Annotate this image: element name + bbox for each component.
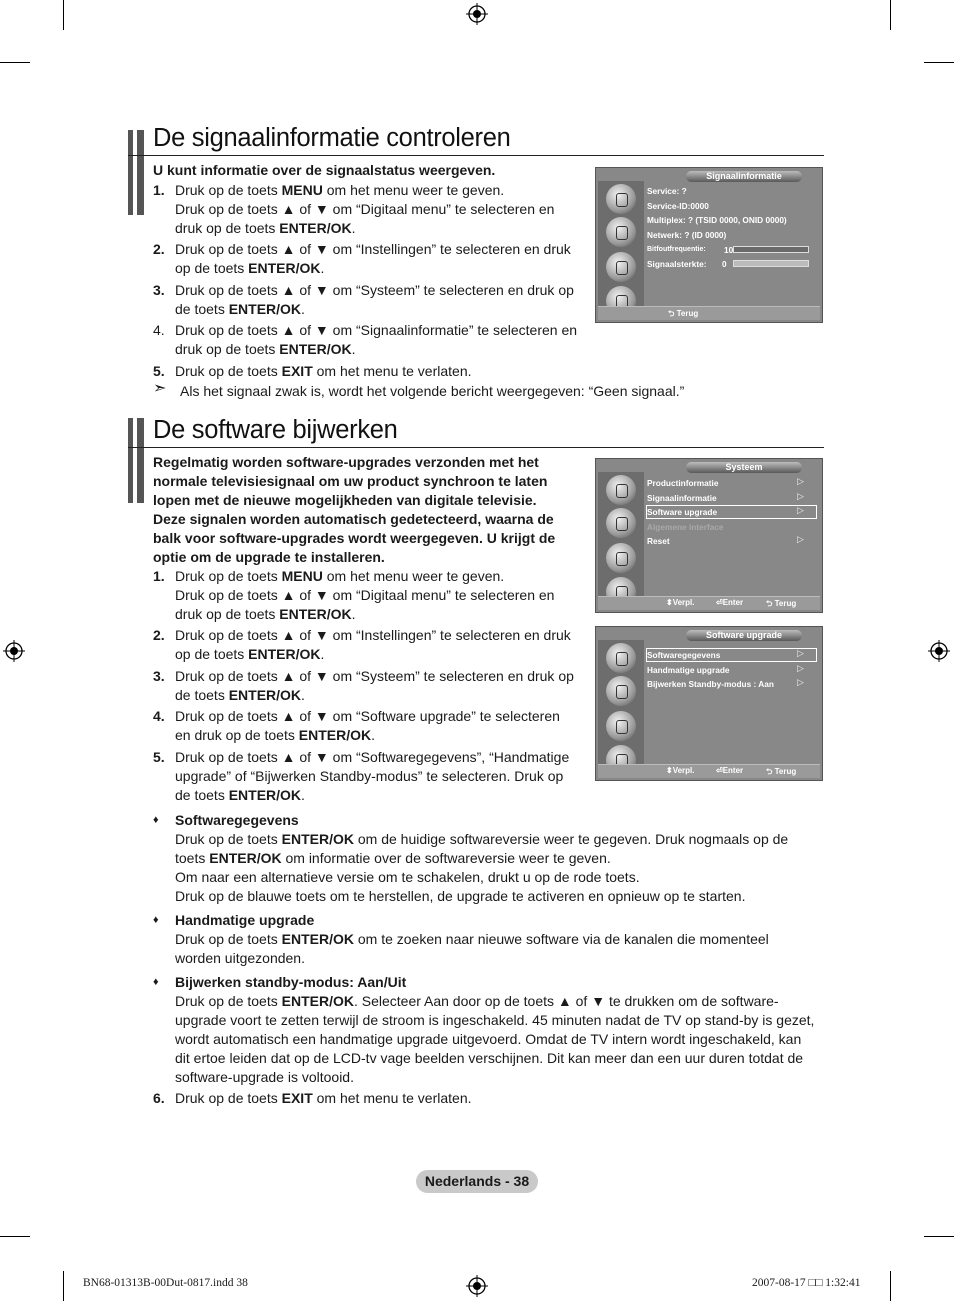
step-line [175,259,324,278]
key-name: ENTER/OK [298,727,372,743]
section-rule [128,155,824,156]
bullet-diamond-icon: ♦ [153,914,159,926]
key-name: MENU [281,182,323,198]
osd-bitrate-value: 10 [724,245,734,255]
text-run: de toets [175,301,229,317]
bullet-diamond-icon: ♦ [153,814,159,826]
step-number: 3. [153,282,165,298]
step-line [175,645,324,664]
step-line [175,300,305,319]
step-number: 4. [153,322,165,338]
osd-icon-column [598,181,644,320]
step-line [175,281,574,300]
step-line [175,200,554,219]
step-number: 3. [153,668,165,684]
section-marker [128,130,144,215]
osd-settings-icon [606,252,636,282]
osd-picture-icon [606,508,636,538]
osd-menu-item[interactable]: Softwaregegevens [647,650,721,660]
bullet-line [175,992,779,1011]
bullet-line [175,868,640,887]
step-line [175,726,375,745]
text-run: Druk op de toets ▲ of ▼ om “Instellingen” te selecteren en druk [175,241,571,257]
text-run: Druk op de toets ▲ of ▼ om “Signaalinformatie” te selecteren en [175,322,578,338]
osd-system-menu [595,458,823,613]
text-run: om het menu te verlaten. [312,1090,472,1106]
osd-settings-icon [606,711,636,741]
osd-enter-hint: ⏎Enter [716,766,744,775]
text-run: . Selecteer Aan door op de toets ▲ of ▼ te drukken om de software- [353,993,779,1009]
osd-info-line: Multiplex: ? (TSID 0000, ONID 0000) [647,215,787,225]
osd-menu-item[interactable]: Reset [647,536,670,546]
registration-mark-icon [466,3,488,25]
bullet-diamond-icon: ♦ [153,976,159,988]
crop-mark [63,1271,64,1301]
text-run: Druk op de toets ▲ of ▼ om “Softwaregegevens”, “Handmatige [175,749,570,765]
section-marker [128,418,144,503]
text-run: om informatie over de softwareversie weer te geven. [281,850,611,866]
section-rule [128,447,824,448]
submenu-arrow-icon: ▷ [797,648,804,658]
text-run: upgrade” of “Bijwerken Standby-modus” te selecteren. Druk op [175,768,564,784]
text-run: Druk op de toets [175,931,282,947]
intro-line: balk voor software-upgrades wordt weergegeven. U krijgt de [153,530,556,546]
text-run: . [301,687,305,703]
text-run: . [320,646,325,662]
text-run: . [301,787,305,803]
osd-enter-label: Enter [722,598,744,607]
key-name: EXIT [281,363,313,379]
text-run: en druk op de toets [175,727,299,743]
key-name: ENTER/OK [281,831,354,847]
osd-menu-item[interactable]: Software upgrade [647,507,718,517]
crop-mark [0,62,30,63]
text-run: . [351,606,356,622]
step-line [175,707,560,726]
osd-footer [598,596,820,610]
section-title: De signaalinformatie controleren [153,124,511,152]
text-run: Druk op de toets [175,363,282,379]
key-name: ENTER/OK [209,850,282,866]
step-number: 5. [153,363,165,379]
osd-back-hint: ⮌ Terug [766,599,797,608]
osd-footer [598,306,820,320]
step-number: 4. [153,708,165,724]
osd-picture-icon [606,676,636,706]
crop-mark [63,0,64,30]
step-line [175,567,504,586]
bullet-heading: Softwaregegevens [175,812,299,828]
arrow-note-icon: ➣ [153,380,167,397]
print-slug-right: 2007-08-17 □□ 1:32:41 [752,1277,861,1289]
step-line [175,321,577,340]
step-line [175,605,356,624]
text-run: toets [175,850,210,866]
step-line [175,1089,472,1108]
crop-mark [0,1236,30,1237]
osd-settings-icon [606,543,636,573]
text-run: . [320,260,325,276]
text-run: Om naar een alternatieve versie om te schakelen, drukt u op de rode toets. [175,869,640,885]
osd-icon-column [598,640,644,778]
text-run: Druk op de toets ▲ of ▼ om “Digitaal menu” te selecteren en [175,587,555,603]
text-run: de toets [175,787,229,803]
bullet-line [175,830,788,849]
text-run: op de toets [175,260,249,276]
note-text: Als het signaal zwak is, wordt het volgende bericht weergegeven: “Geen signaal.” [180,383,685,399]
step-line [175,240,571,259]
bullet-line [175,1011,814,1030]
submenu-arrow-icon: ▷ [797,662,804,673]
osd-channel-icon [606,184,636,214]
text-run: Druk op de toets ▲ of ▼ om “Systeem” te selecteren en druk op [175,668,574,684]
step-number: 5. [153,749,165,765]
osd-header: Signaalinformatie [686,171,802,182]
submenu-arrow-icon: ▷ [797,677,804,687]
step-number: 6. [153,1090,165,1106]
crop-mark [924,1236,954,1237]
text-run: dit ertoe leiden dat op de LCD-tv vage beelden verschijnen. Dit kan meer dan een uur duren totdat de [175,1050,804,1066]
osd-move-label: Verpl. [672,766,695,775]
submenu-arrow-icon: ▷ [797,476,804,486]
osd-bitrate-bar [733,246,809,253]
text-run: . [371,727,375,743]
step-line [175,219,356,238]
osd-channel-icon [606,643,636,673]
step-line [175,181,504,200]
osd-move-hint: ⬍Verpl. [666,598,695,607]
intro-line: normale televisiesignaal om uw product synchroon te laten [153,473,548,489]
text-run: Druk op de toets ▲ of ▼ om “Systeem” te selecteren en druk op [175,282,574,298]
key-name: ENTER/OK [279,341,352,357]
osd-signal-info [595,167,823,323]
registration-mark-icon [928,640,950,662]
intro-line: Regelmatig worden software-upgrades verzonden met het [153,454,539,470]
key-name: ENTER/OK [228,301,302,317]
text-run: om te zoeken naar nieuwe software via de kanalen die momenteel [353,931,769,947]
osd-info-line: Service-ID:0000 [647,200,709,211]
osd-move-hint: ⬍Verpl. [666,766,695,775]
osd-menu-item[interactable]: Bijwerken Standby-modus : Aan [647,679,774,689]
key-name: ENTER/OK [248,260,321,276]
intro-line: Deze signalen worden automatisch gedetecteerd, waarna de [153,511,554,527]
step-line [175,362,472,381]
text-run: . [301,301,305,317]
submenu-arrow-icon: ▷ [797,490,804,501]
text-run: worden uitgezonden. [175,950,305,966]
crop-mark [890,0,891,30]
osd-strength-label: Signaalsterkte: [647,259,707,269]
text-run: Druk op de toets ▲ of ▼ om “Instellingen” te selecteren en druk [175,627,571,643]
step-number: 1. [153,182,165,198]
key-name: ENTER/OK [279,606,352,622]
submenu-arrow-icon: ▷ [797,505,804,515]
step-line [175,626,571,645]
text-run: Druk op de blauwe toets om te herstellen, de upgrade te activeren en opnieuw op te starten. [175,888,746,904]
osd-info-line: Service: ? [647,186,687,196]
step-number: 2. [153,241,165,257]
text-run: druk op de toets [175,220,280,236]
text-run: om het menu weer te geven. [322,568,505,584]
bullet-line [175,1030,801,1049]
osd-strength-value: 0 [722,259,727,269]
text-run: Druk op de toets [175,831,282,847]
step-line [175,667,574,686]
key-name: ENTER/OK [279,220,352,236]
step-line [175,748,569,767]
text-run: . [351,220,356,236]
submenu-arrow-icon: ▷ [797,534,804,544]
text-run: de toets [175,687,229,703]
osd-bitrate-label: Bitfoutfrequentie: [647,246,706,253]
key-name: ENTER/OK [228,687,302,703]
osd-enter-label: Enter [722,766,744,775]
bullet-line [175,1068,354,1087]
key-name: ENTER/OK [281,993,354,1009]
osd-menu-item[interactable]: Signaalinformatie [647,492,717,503]
bullet-line [175,930,769,949]
osd-back-hint: ⮌ Terug [766,767,797,776]
text-run: druk op de toets [175,606,280,622]
text-run: Druk op de toets ▲ of ▼ om “Software upgrade” te selecteren [175,708,560,724]
osd-software-upgrade-menu [595,626,823,781]
step-line [175,586,554,605]
osd-menu-item[interactable]: Productinformatie [647,478,719,488]
registration-mark-icon [3,640,25,662]
key-name: MENU [281,568,323,584]
osd-picture-icon [606,217,636,247]
bullet-line [175,949,305,968]
print-slug-left: BN68-01313B-00Dut-0817.indd 38 [83,1277,248,1289]
osd-enter-hint: ⏎Enter [716,598,744,607]
bullet-line [175,1049,803,1068]
text-run: om de huidige softwareversie weer te gegeven. Druk nogmaals op de [353,831,789,847]
step-line [175,340,356,359]
osd-menu-item[interactable]: Algemene interface [647,521,724,532]
osd-back-label: Terug [676,309,699,318]
section-intro: U kunt informatie over de signaalstatus weergeven. [153,162,496,178]
crop-mark [890,1271,891,1301]
text-run: upgrade voort te zetten terwijl de stroom is ingeschakeld. 45 minuten nadat de TV op stand-by is gezet, [175,1012,815,1028]
step-line [175,786,305,805]
osd-back-hint: ⮌ Terug [668,309,699,318]
key-name: ENTER/OK [228,787,302,803]
key-name: EXIT [281,1090,313,1106]
crop-mark [924,62,954,63]
osd-back-label: Terug [774,599,797,608]
bullet-line [175,849,611,868]
osd-header: Software upgrade [686,630,802,641]
osd-footer [598,764,820,778]
text-run: wordt automatisch een handmatige upgrade uitgevoerd. Omdat de TV intern wordt ingeschakeld, kan [175,1031,802,1047]
osd-channel-icon [606,475,636,505]
text-run: Druk op de toets [175,568,282,584]
bullet-line [175,887,745,906]
text-run: Druk op de toets ▲ of ▼ om “Digitaal menu” te selecteren en [175,201,555,217]
intro-line: optie om de upgrade te installeren. [153,549,385,565]
osd-info-line: Netwerk: ? (ID 0000) [647,229,727,240]
text-run: . [351,341,356,357]
key-name: ENTER/OK [248,646,321,662]
osd-header: Systeem [686,462,802,473]
text-run: Druk op de toets [175,993,282,1009]
key-name: ENTER/OK [281,931,354,947]
osd-strength-bar [733,260,809,267]
text-run: Druk op de toets [175,1090,282,1106]
section-title: De software bijwerken [153,416,398,444]
page-number: Nederlands - 38 [416,1170,538,1193]
text-run: druk op de toets [175,341,280,357]
step-number: 2. [153,627,165,643]
bullet-heading: Handmatige upgrade [175,912,315,928]
step-number: 1. [153,568,165,584]
bullet-heading: Bijwerken standby-modus: Aan/Uit [175,974,407,990]
registration-mark-icon [466,1275,488,1297]
osd-icon-column [598,472,644,610]
intro-line: lopen met de nieuwe mogelijkheden van digitale televisie. [153,492,537,508]
osd-move-label: Verpl. [672,598,695,607]
step-line [175,767,563,786]
step-line [175,686,305,705]
text-run: om het menu weer te geven. [322,182,505,198]
osd-back-label: Terug [774,767,797,776]
osd-menu-item[interactable]: Handmatige upgrade [647,664,730,675]
text-run: op de toets [175,646,249,662]
text-run: software-upgrade is voltooid. [175,1069,354,1085]
text-run: om het menu te verlaten. [312,363,472,379]
text-run: Druk op de toets [175,182,282,198]
